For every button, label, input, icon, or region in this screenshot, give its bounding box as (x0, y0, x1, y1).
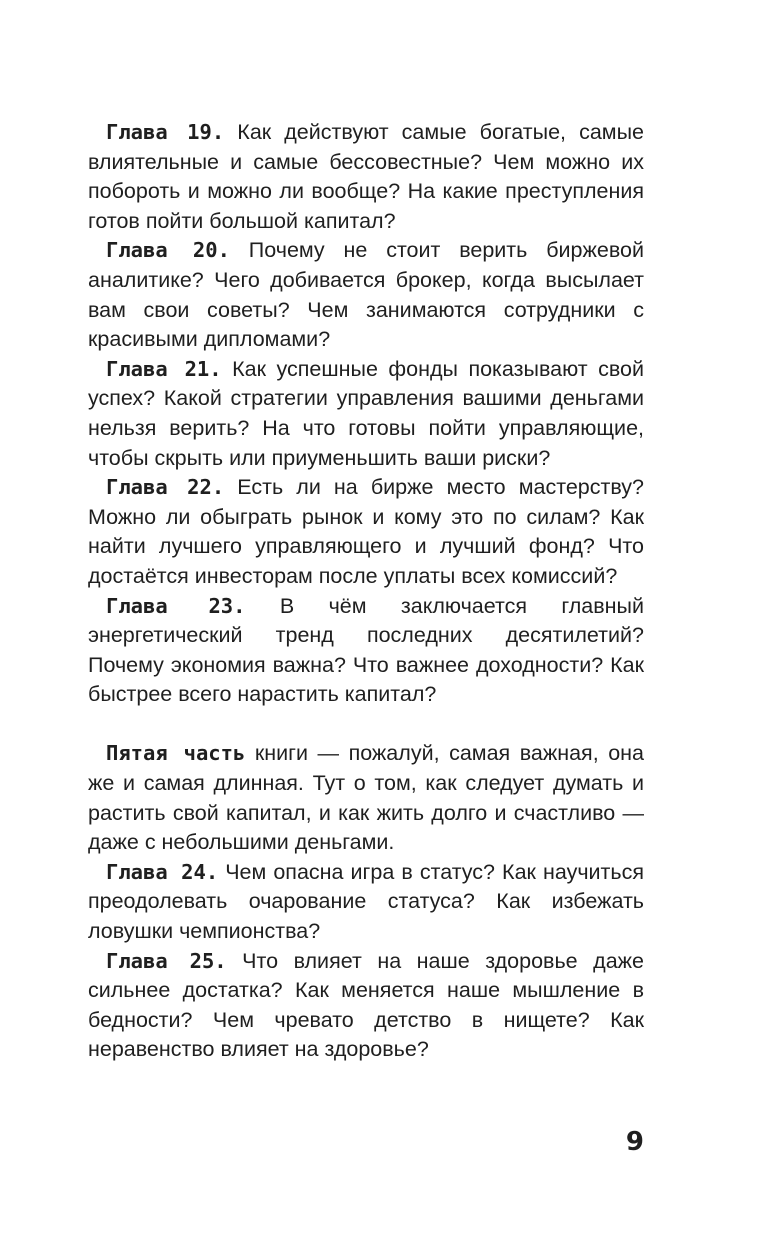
section-gap (88, 710, 644, 740)
chapter-25-text: Что влияет на наше здоровье даже сильнее достатка? Как меняется наше мышление в бедности? Чем чревато детство в нищете? Как неравенство влияет на здоровье? (88, 948, 644, 1062)
chapter-21-heading: Глава 21. (106, 356, 222, 381)
chapter-22-text: Есть ли на бирже место мастерству? Можно ли обыграть рынок и кому это по силам? Как найти лучшего управляющего и лучший фонд? Что достаётся инвесторам после уплаты всех комиссий? (88, 475, 644, 588)
paragraph-chapter-20 (88, 236, 644, 354)
chapter-23-text: В чём заключается главный энергетический тренд последних десятилетий? Почему экономия важна? Что важнее доходности? Как быстрее всего нарастить капитал? (88, 593, 644, 707)
chapter-20-heading: Глава 20. (106, 238, 230, 263)
chapter-24-heading: Глава 24. (106, 859, 219, 884)
paragraph-chapter-22 (88, 473, 644, 591)
chapter-22-heading: Глава 22. (106, 475, 225, 500)
paragraph-chapter-23 (88, 592, 644, 710)
chapter-19-text: Как действуют самые богатые, самые влиятельные и самые бессовестные? Чем можно их побороть и можно ли вообще? На какие преступления готов пойти большой капитал? (88, 120, 644, 233)
paragraph-chapter-24 (88, 858, 644, 947)
paragraph-part-five (88, 739, 644, 857)
chapter-24-text: Чем опасна игра в статус? Как научиться преодолевать очарование статуса? Как избежать ловушки чемпионства? (88, 859, 644, 944)
paragraph-chapter-19 (88, 118, 644, 236)
chapter-23-heading: Глава 23. (106, 593, 246, 618)
part-five-text: книги — пожалуй, самая важная, она же и самая длинная. Тут о том, как следует думать и растить свой капитал, и как жить долго и счастливо — даже с небольшими деньгами. (88, 741, 644, 855)
page-body (88, 118, 644, 1065)
page-number: 9 (625, 1127, 644, 1157)
paragraph-chapter-25 (88, 947, 644, 1065)
chapter-25-heading: Глава 25. (106, 948, 227, 973)
chapter-19-heading: Глава 19. (106, 120, 225, 144)
chapter-21-text: Как успешные фонды показывают свой успех? Какой стратегии управления вашими деньгами нельзя верить? На что готовы пойти управляющие, чтобы скрыть или приуменьшить ваши риски? (88, 356, 644, 470)
chapter-20-text: Почему не стоит верить биржевой аналитике? Чего добивается брокер, когда высылает вам свои советы? Чем занимаются сотрудники с красивыми дипломами? (88, 238, 644, 352)
paragraph-chapter-21 (88, 355, 644, 473)
part-five-heading: Пятая часть (106, 741, 246, 766)
